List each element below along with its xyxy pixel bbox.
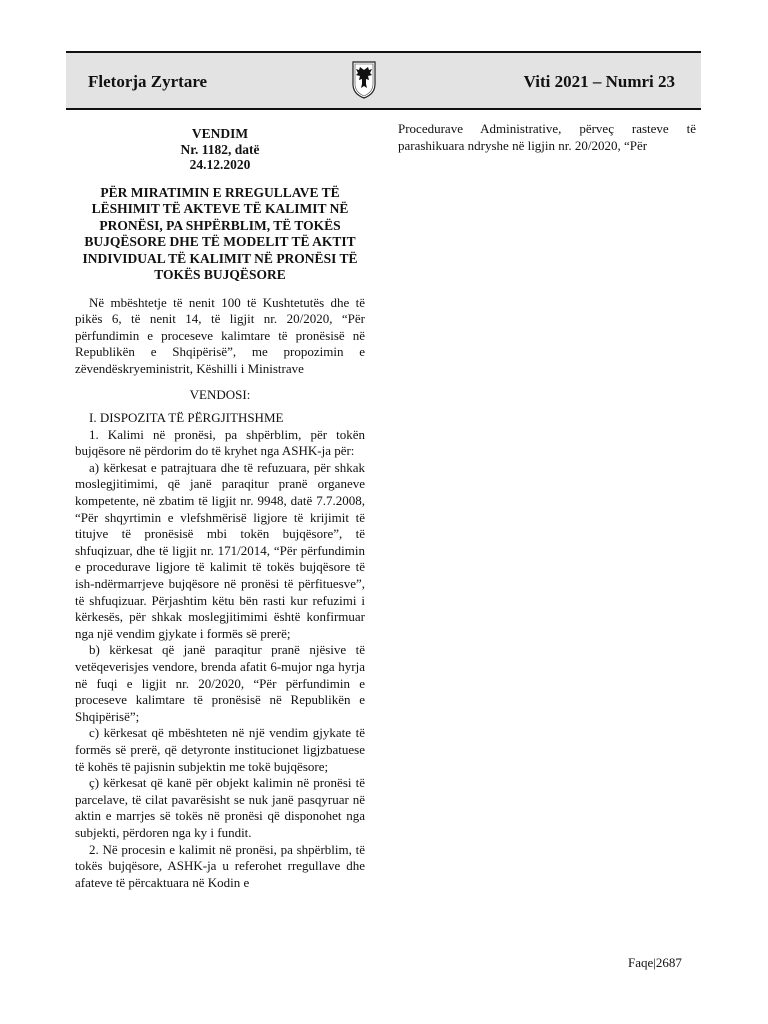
decision-date: 24.12.2020 (189, 157, 251, 172)
point-1-cc: ç) kërkesat që kanë për objekt kalimin në pronësi të parcelave, të cilat pavarësisht se nuk janë pasqyruar në aktin e marrjes së tokës në pronësi që disponohet nga subjekti, përdoren nga ky i fundit. (75, 775, 365, 840)
right-column (398, 121, 696, 154)
section-title: I. DISPOZITA TË PËRGJITHSHME (89, 410, 284, 426)
left-column (75, 126, 365, 891)
gazette-title: Fletorja Zyrtare (88, 72, 208, 91)
gazette-header (66, 51, 701, 110)
decision-title: PËR MIRATIMIN E RREGULLAVE TË LËSHIMIT TË AKTEVE TË KALIMIT NË PRONËSI, PA SHPËRBLIM, TË TOKËS BUJQËSORE DHE TË MODELIT TË AKTIT INDIVIDUAL TË KALIMIT NË PRONËSI TË TOKËS BUJQËSORE (82, 184, 358, 282)
vendosi-heading: VENDOSI: (189, 387, 251, 403)
right-column-text: Procedurave Administrative, përveç rasteve të parashikuara ndryshe në ligjin nr. 20/2020, “Për (398, 121, 696, 153)
preamble-paragraph: Në mbështetje të nenit 100 të Kushtetutës dhe të pikës 6, të nenit 14, të ligjit nr. 20/2020, “Për përfundimin e proceseve kalimtare të pronësisë në Republikën e Shqipërisë”, me propozimin e zëvendëskryeministrit, Këshilli i Ministrave (75, 294, 365, 376)
point-1-b: b) kërkesat që janë paraqitur pranë njësive të vetëqeverisjes vendore, brenda afatit 6-mujor nga hyrja në fuqi e ligjit nr. 20/2020, “Për përfundimin e proceseve kalimtare të pronësisë në Republikën e Shqipërisë”; (75, 642, 365, 724)
page-number: Faqe|2687 (628, 955, 682, 970)
decision-heading: VENDIM (191, 126, 249, 141)
issue-number: Viti 2021 – Numri 23 (523, 72, 675, 91)
point-2: 2. Në procesin e kalimit në pronësi, pa shpërblim, të tokës bujqësore, ASHK-ja u referohet rregullave dhe afateve të përcaktuara në Kodin e (75, 841, 365, 890)
point-1: 1. Kalimi në pronësi, pa shpërblim, për tokën bujqësore në përdorim do të kryhet nga ASHK-ja për: (75, 426, 365, 459)
point-1-a: a) kërkesat e patrajtuara dhe të refuzuara, për shkak moslegjitimimi, që janë paraqitur pranë organeve kompetente, në zbatim të ligjit nr. 9948, datë 7.7.2008, “Për shqyrtimin e vlefshmërisë ligjore të krijimit të titujve të pronësisë mbi tokën bujqësore”, të shfuqizuar, dhe të ligjit nr. 171/2014, “Për përfundimin e procedurave ligjore të kalimit të tokës bujqësore të ish-ndërmarrjeve bujqësore në pronësi të përfituesve”, të shfuqizuar. Përjashtim këtu bën rasti kur refuzimi i kërkesës, për shkak moslegjitimimi është konfirmuar nga një vendim gjykate i formës së prerë; (75, 459, 365, 641)
decision-number: Nr. 1182, datë (180, 141, 260, 157)
albanian-eagle-emblem-icon (351, 60, 377, 100)
point-1-c: c) kërkesat që mbështeten në një vendim gjykate të formës së prerë, që detyronte institucionet ligjzbatuese të kohës të pajisnin subjektin me tokë bujqësore; (75, 725, 365, 774)
